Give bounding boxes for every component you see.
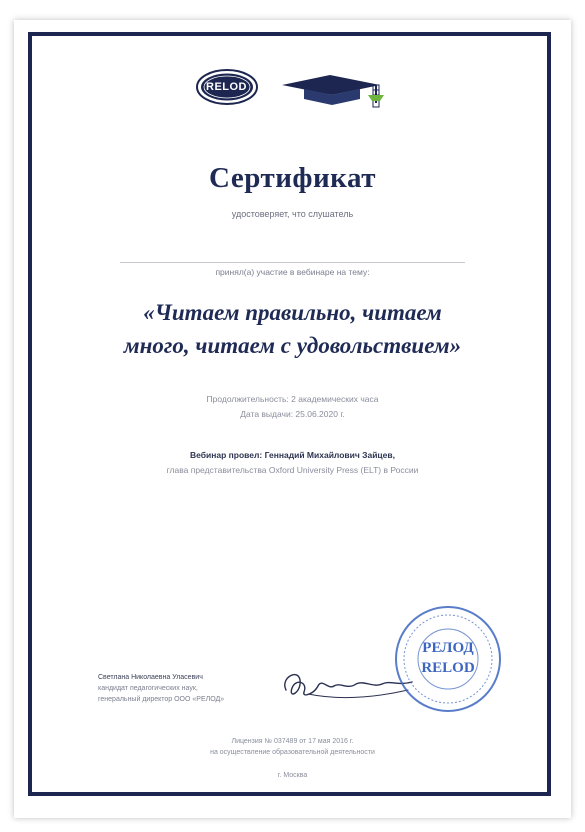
relod-logo-text: RELOD: [206, 81, 247, 93]
license-info: [0, 736, 585, 758]
participant-name-line: [120, 262, 465, 263]
logos-row: [0, 62, 585, 112]
issue-date-text: Дата выдачи: 25.06.2020 г.: [240, 409, 345, 419]
city-text: г. Москва: [277, 772, 308, 779]
webinar-topic-line1: «Читаем правильно, читаем: [143, 300, 442, 325]
license-line1: Лицензия № 037489 от 17 мая 2016 г.: [231, 738, 354, 745]
stamp-text-en: RELOD: [421, 660, 475, 676]
host-name: Вебинар провел: Геннадий Михайлович Зайцев,: [190, 450, 395, 460]
stamp-text-ru: РЕЛОД: [422, 640, 474, 656]
signer-block: [98, 672, 288, 705]
participation-text: принял(а) участие в вебинаре на тему:: [215, 267, 370, 277]
signer-degree: кандидат педагогических наук,: [98, 685, 198, 692]
stamp-seal-icon: [393, 604, 503, 714]
webinar-topic-line2: много, читаем с удовольствием»: [123, 333, 462, 358]
webinar-topic: [30, 296, 555, 362]
signer-position: генеральный директор ООО «РЕЛОД»: [98, 696, 225, 703]
company-stamp: [393, 604, 503, 714]
graduation-cap-logo: [280, 65, 390, 109]
host-role: глава представительства Oxford University Press (ELT) в России: [166, 465, 419, 475]
duration-text: Продолжительность: 2 академических часа: [206, 394, 379, 404]
relod-logo: [196, 69, 258, 105]
license-line2: на осуществление образовательной деятельности: [210, 749, 375, 756]
certificate-subtitle: удостоверяет, что слушатель: [231, 209, 354, 219]
signer-name: Светлана Николаевна Уласевич: [98, 674, 203, 681]
graduation-cap-icon: [280, 65, 390, 109]
certificate-title: Сертификат: [209, 162, 376, 194]
